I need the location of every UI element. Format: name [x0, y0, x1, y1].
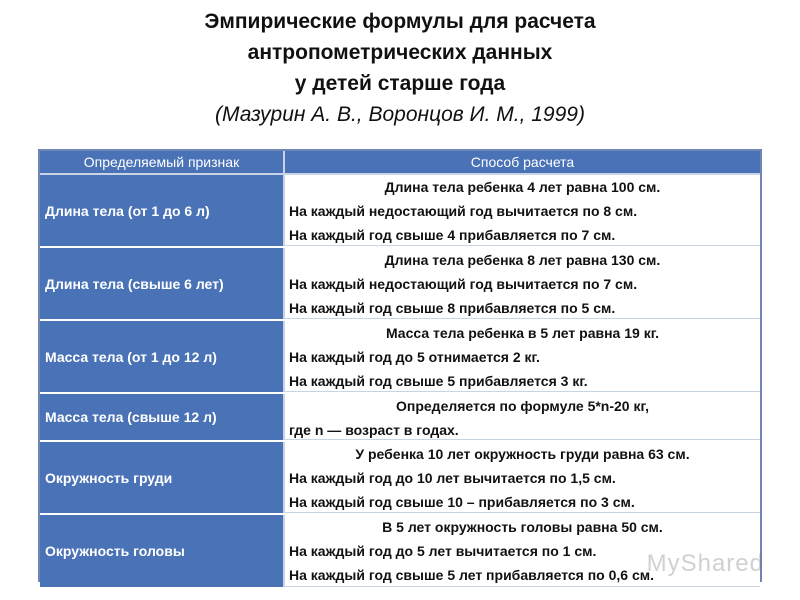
method-line: У ребенка 10 лет окружность груди равна 63 см. [355, 446, 690, 462]
table-row [40, 442, 760, 515]
method-cell [285, 248, 760, 319]
header-method: Способ расчета [470, 154, 575, 170]
page-subtitle: (Мазурин А. В., Воронцов И. М., 1999) [215, 103, 585, 126]
method-line: На каждый год до 5 отнимается 2 кг. [289, 349, 540, 365]
table-row [40, 175, 760, 248]
feature-cell: Окружность груди [40, 442, 285, 513]
header-feature: Определяемый признак [40, 151, 285, 173]
method-cell [285, 442, 760, 513]
method-line: На каждый недостающий год вычитается по 8 см. [289, 203, 638, 219]
table-row [40, 248, 760, 321]
method-line: На каждый год свыше 4 прибавляется по 7 см. [289, 227, 616, 243]
method-line: На каждый год свыше 10 – прибавляется по 3 см. [289, 494, 635, 510]
feature-cell: Масса тела (свыше 12 л) [40, 394, 285, 440]
method-line: На каждый недостающий год вычитается по 7 см. [289, 276, 638, 292]
watermark: MyShared [646, 550, 764, 577]
method-line: Длина тела ребенка 8 лет равна 130 см. [384, 252, 661, 268]
formulas-table [38, 149, 762, 582]
feature-cell: Длина тела (от 1 до 6 л) [40, 175, 285, 246]
method-line: где n — возраст в годах. [289, 422, 459, 438]
method-line: Определяется по формуле 5*n-20 кг, [396, 398, 649, 414]
method-line: Масса тела ребенка в 5 лет равна 19 кг. [385, 325, 660, 341]
title-block [0, 6, 800, 130]
table-header [40, 151, 760, 175]
table-row [40, 321, 760, 394]
table-row [40, 394, 760, 442]
method-line: Длина тела ребенка 4 лет равна 100 см. [384, 179, 661, 195]
page-title-line-1: Эмпирические формулы для расчета [204, 10, 596, 33]
feature-cell: Масса тела (от 1 до 12 л) [40, 321, 285, 392]
method-line: На каждый год до 5 лет вычитается по 1 см. [289, 543, 597, 559]
method-line: На каждый год до 10 лет вычитается по 1,5 см. [289, 470, 616, 486]
method-line: На каждый год свыше 5 лет прибавляется по 0,6 см. [289, 567, 654, 583]
method-line: В 5 лет окружность головы равна 50 см. [382, 519, 663, 535]
method-cell [285, 321, 760, 392]
feature-cell: Длина тела (свыше 6 лет) [40, 248, 285, 319]
method-cell [285, 394, 760, 440]
method-cell [285, 175, 760, 246]
page-title-line-2: антропометрических данных [247, 41, 553, 64]
method-line: На каждый год свыше 8 прибавляется по 5 см. [289, 300, 616, 316]
method-line: На каждый год свыше 5 прибавляется 3 кг. [289, 373, 588, 389]
feature-cell: Окружность головы [40, 515, 285, 587]
page-title-line-3: у детей старше года [294, 72, 506, 95]
